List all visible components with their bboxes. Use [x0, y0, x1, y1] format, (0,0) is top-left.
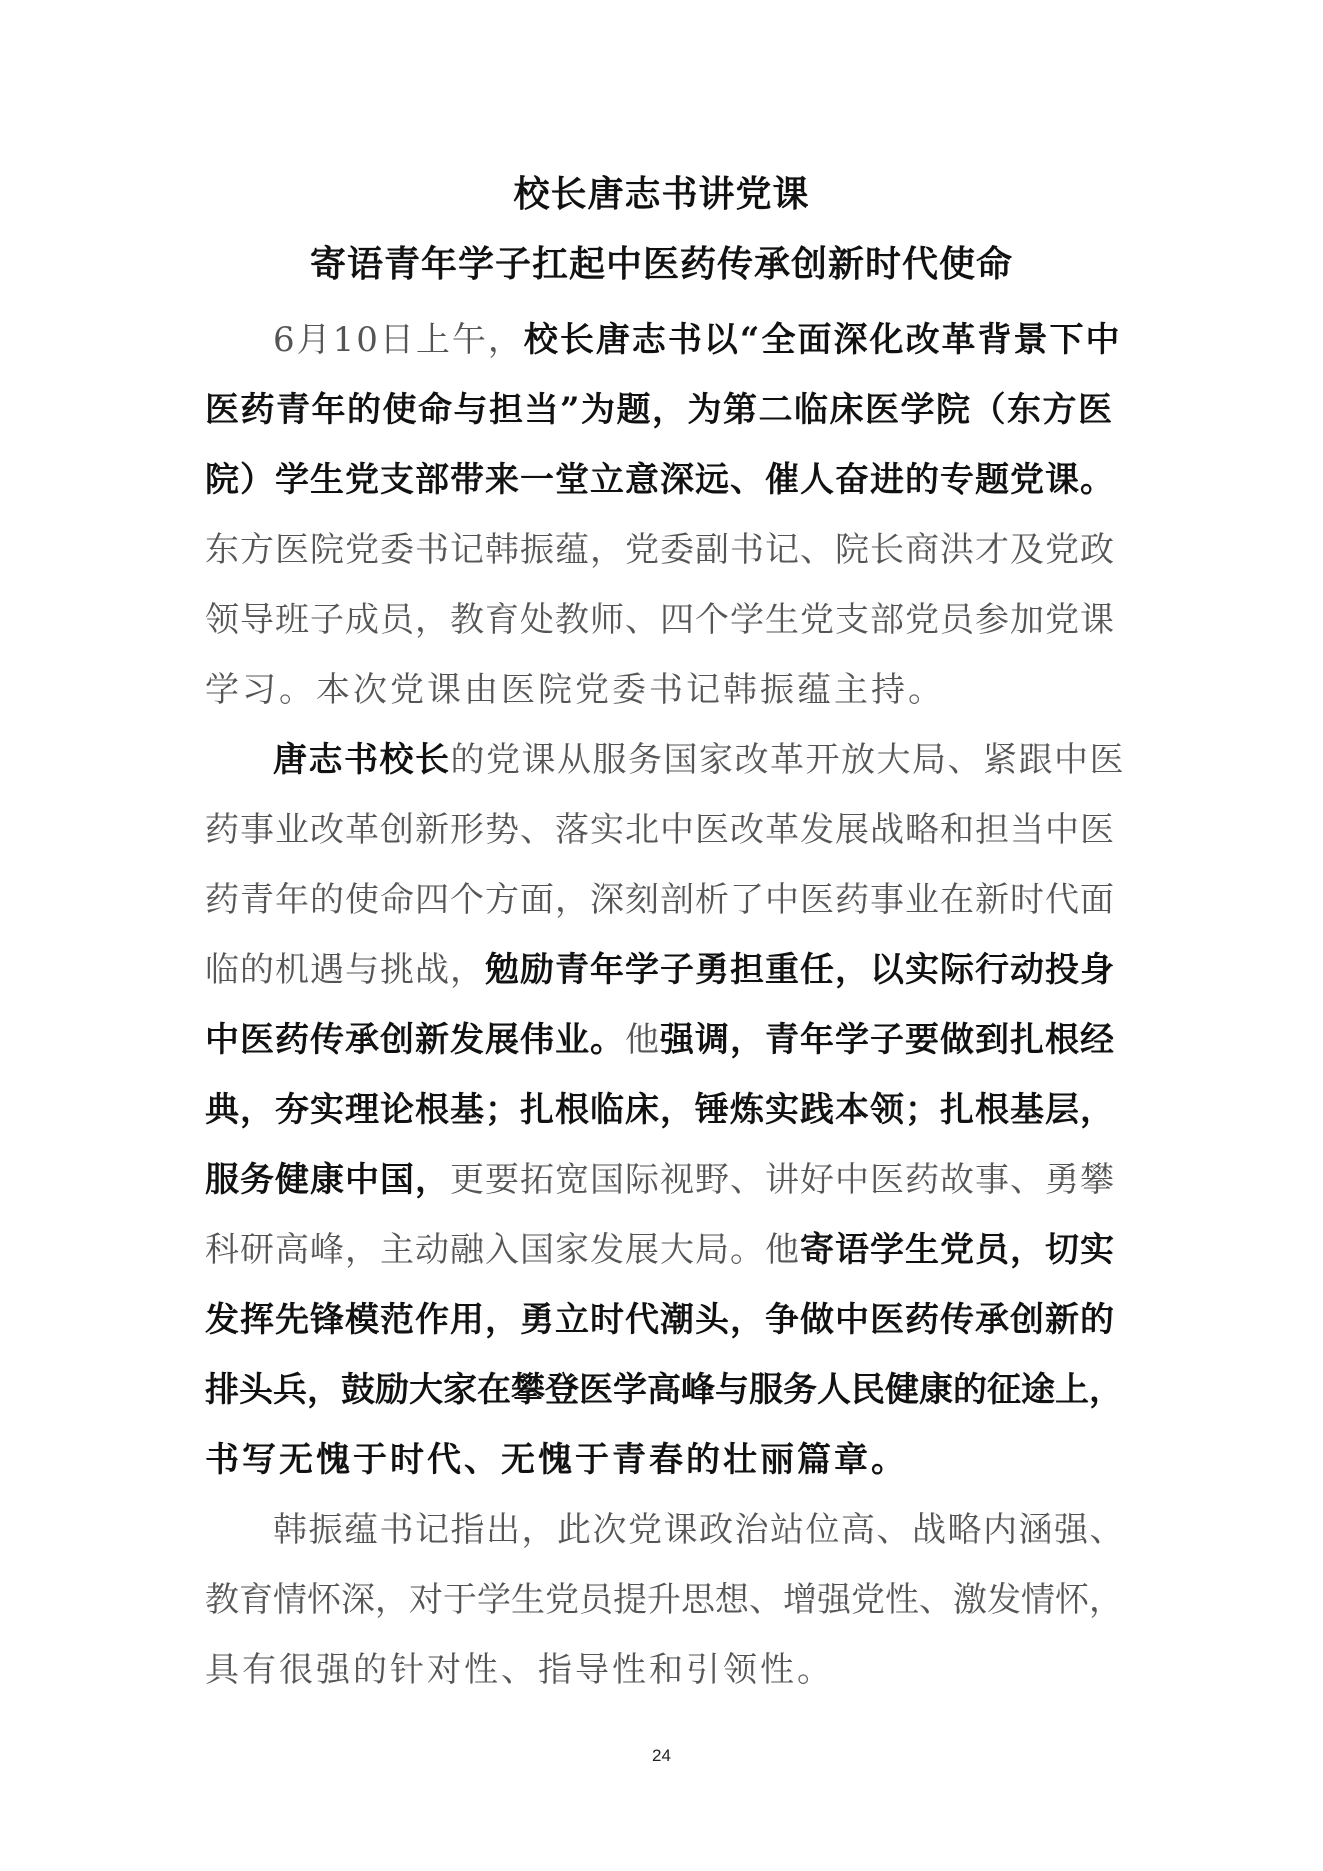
- text-line: [205, 375, 1125, 445]
- article-body: [205, 305, 1125, 1705]
- text-line: [205, 1635, 1125, 1705]
- text-run-bold: 发挥先锋模范作用，勇立时代潮头，争做中医药传承创新的: [205, 1300, 1115, 1340]
- text-line: [205, 1285, 1125, 1355]
- text-line: [205, 1145, 1125, 1215]
- article-title: 校长唐志书讲党课: [513, 173, 810, 215]
- text-line: [205, 1355, 1125, 1425]
- text-line: [205, 445, 1125, 515]
- text-run-bold: 排头兵，鼓励大家在攀登医学高峰与服务人民健康的征途上，: [205, 1370, 1123, 1410]
- text-run: 东方医院党委书记韩振蕴，党委副书记、院长商洪才及党政: [205, 530, 1115, 570]
- text-run-bold: 寄语学生党员，切实: [800, 1230, 1115, 1270]
- text-run: 科研高峰，主动融入国家发展大局。他: [205, 1230, 800, 1270]
- text-line: [205, 725, 1125, 795]
- text-run-bold: 服务健康中国，: [205, 1160, 450, 1200]
- text-line: [205, 585, 1125, 655]
- text-line: [205, 865, 1125, 935]
- text-run-bold: 校长唐志书以“全面深化改革背景下中: [523, 320, 1122, 360]
- text-run: 药事业改革创新形势、落实北中医改革发展战略和担当中医: [205, 810, 1115, 850]
- text-run: 6月10日上午，: [273, 320, 524, 360]
- text-run: 更要拓宽国际视野、讲好中医药故事、勇攀: [450, 1160, 1115, 1200]
- text-run-bold: 院）学生党支部带来一堂立意深远、催人奋进的专题党课。: [205, 460, 1115, 500]
- text-line: [205, 935, 1125, 1005]
- text-run-bold: 强调，青年学子要做到扎根经: [660, 1020, 1115, 1060]
- text-run: 学习。本次党课由医院党委书记韩振蕴主持。: [205, 670, 945, 710]
- text-line: [205, 1215, 1125, 1285]
- text-run: 临的机遇与挑战，: [205, 950, 485, 990]
- text-line: [205, 795, 1125, 865]
- text-run-bold: 唐志书校长: [273, 740, 451, 780]
- text-run: 韩振蕴书记指出，此次党课政治站位高、战略内涵强、: [273, 1510, 1125, 1550]
- text-run: 具有很强的针对性、指导性和引领性。: [205, 1650, 834, 1690]
- article-subtitle: 寄语青年学子扛起中医药传承创新时代使命: [309, 243, 1013, 285]
- text-line: [205, 1565, 1125, 1635]
- text-line: [205, 655, 1125, 725]
- text-run-bold: 医药青年的使命与担当”为题，为第二临床医学院（东方医: [205, 390, 1114, 430]
- text-line: [205, 305, 1125, 375]
- text-run-bold: 中医药传承创新发展伟业。: [205, 1020, 625, 1060]
- text-line: [205, 1075, 1125, 1145]
- text-run-bold: 勉励青年学子勇担重任，以实际行动投身: [485, 950, 1115, 990]
- text-run: 他: [625, 1020, 660, 1060]
- text-line: [205, 515, 1125, 585]
- page-number: 24: [652, 1746, 671, 1765]
- text-run: 领导班子成员，教育处教师、四个学生党支部党员参加党课: [205, 600, 1115, 640]
- text-line: [205, 1425, 1125, 1495]
- text-run-bold: 典，夯实理论根基；扎根临床，锤炼实践本领；扎根基层，: [205, 1090, 1115, 1130]
- text-line: [205, 1005, 1125, 1075]
- text-run: 的党课从服务国家改革开放大局、紧跟中医: [450, 740, 1125, 780]
- text-line: [205, 1495, 1125, 1565]
- text-run-bold: 书写无愧于时代、无愧于青春的壮丽篇章。: [205, 1440, 908, 1480]
- text-run: 药青年的使命四个方面，深刻剖析了中医药事业在新时代面: [205, 880, 1115, 920]
- text-run: 教育情怀深，对于学生党员提升思想、增强党性、激发情怀，: [205, 1580, 1123, 1620]
